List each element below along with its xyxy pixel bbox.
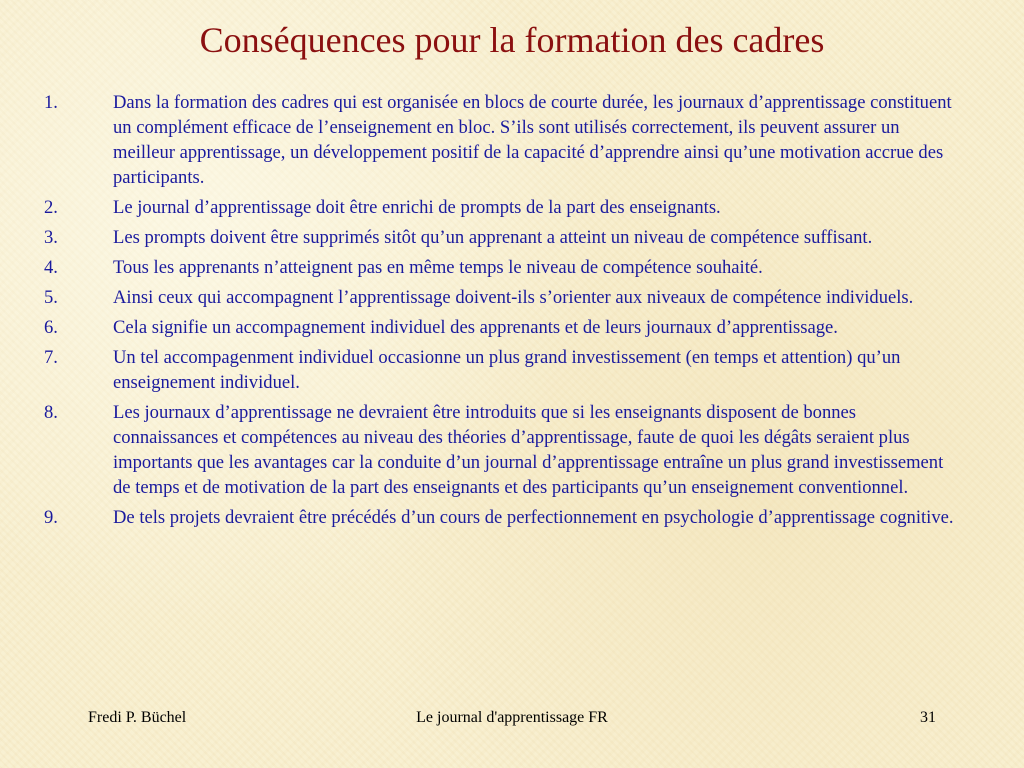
item-text: Tous les apprenants n’atteignent pas en même temps le niveau de compétence souhaité. <box>113 257 763 278</box>
footer-author: Fredi P. Büchel <box>88 709 187 726</box>
page-number: 31 <box>920 709 936 726</box>
consequences-list <box>0 90 1024 535</box>
item-number: 4. <box>44 257 58 278</box>
item-number: 2. <box>44 197 58 218</box>
item-text: Cela signifie un accompagnement individuel des apprenants et de leurs journaux d’apprentissage. <box>113 317 838 338</box>
item-text: De tels projets devraient être précédés d’un cours de perfectionnement en psychologie d’apprentissage cognitive. <box>113 507 954 528</box>
item-text: Le journal d’apprentissage doit être enrichi de prompts de la part des enseignants. <box>113 197 721 218</box>
item-number: 6. <box>44 317 58 338</box>
list-item <box>0 345 1024 395</box>
item-number: 8. <box>44 402 58 423</box>
list-item <box>0 285 1024 310</box>
item-number: 5. <box>44 287 58 308</box>
slide-title: Conséquences pour la formation des cadres <box>199 20 825 60</box>
list-item <box>0 255 1024 280</box>
item-number: 3. <box>44 227 58 248</box>
list-item <box>0 315 1024 340</box>
item-number: 7. <box>44 347 58 368</box>
list-item <box>0 505 1024 530</box>
list-item <box>0 225 1024 250</box>
item-text: Dans la formation des cadres qui est organisée en blocs de courte durée, les journaux d’apprentissage constituent un complément efficace de l’enseignement en bloc. S’ils sont utilisés correctement, ils peuvent assurer un meilleur apprentissage, un développement positif de la capacité d’apprendre ainsi qu’une motivation accrue des participants. <box>113 92 952 188</box>
item-text: Les journaux d’apprentissage ne devraient être introduits que si les enseignants disposent de bonnes connaissances et compétences au niveau des théories d’apprentissage, faute de quoi les dégâts seraient plus importants que les avantages car la conduite d’un journal d’apprentissage entraîne un plus grand investissement de temps et de motivation de la part des enseignants et des participants qu’un enseignement conventionnel. <box>113 402 944 498</box>
list-item <box>0 90 1024 190</box>
list-item <box>0 400 1024 500</box>
item-text: Un tel accompagenment individuel occasionne un plus grand investissement (en temps et attention) qu’un enseignement individuel. <box>113 347 901 393</box>
footer-title: Le journal d'apprentissage FR <box>416 709 608 726</box>
item-number: 1. <box>44 92 58 113</box>
item-text: Ainsi ceux qui accompagnent l’apprentissage doivent-ils s’orienter aux niveaux de compétence individuels. <box>113 287 914 308</box>
list-item <box>0 195 1024 220</box>
item-text: Les prompts doivent être supprimés sitôt qu’un apprenant a atteint un niveau de compétence suffisant. <box>113 227 873 248</box>
item-number: 9. <box>44 507 58 528</box>
